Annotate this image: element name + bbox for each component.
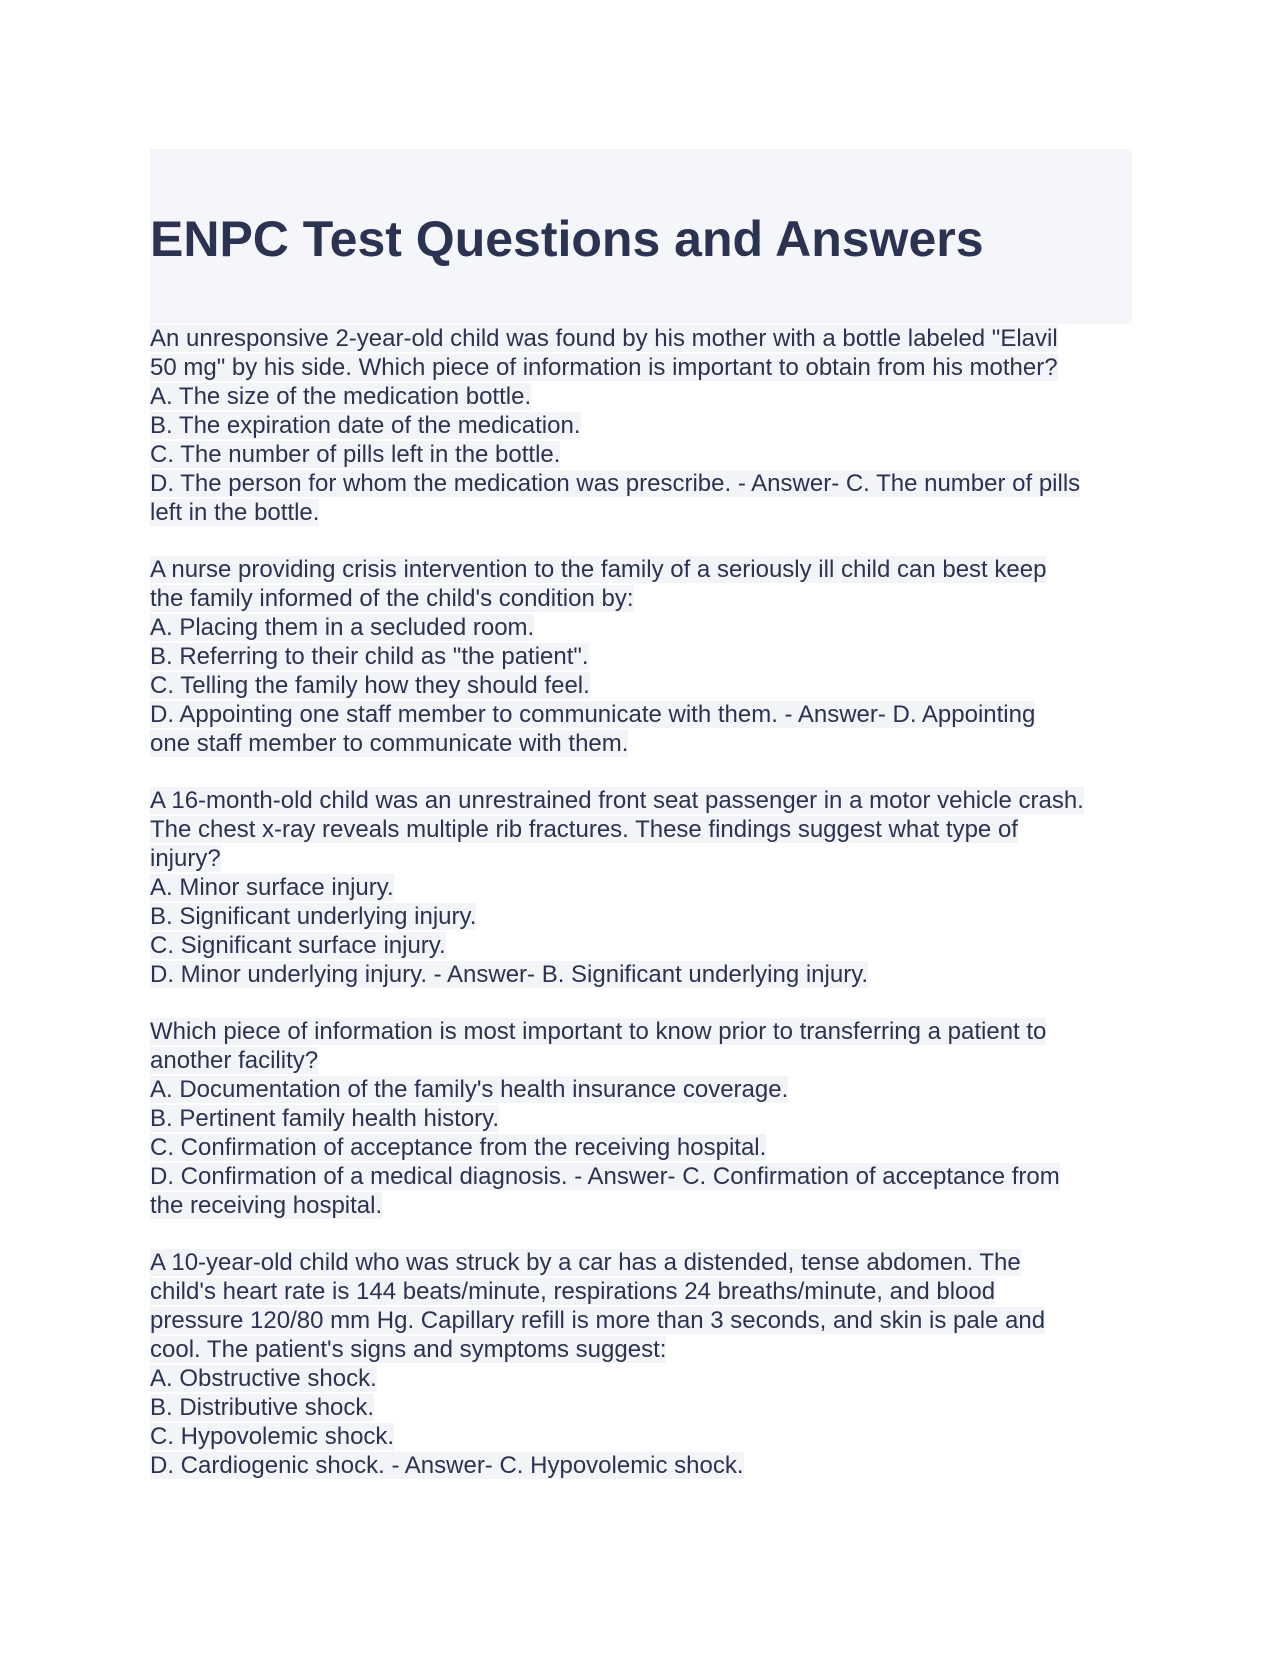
option-b: B. The expiration date of the medication. [150, 412, 581, 439]
question-line: The chest x-ray reveals multiple rib fractures. These findings suggest what type of [150, 816, 1018, 843]
option-b: B. Significant underlying injury. [150, 903, 477, 930]
question-line: 50 mg" by his side. Which piece of information is important to obtain from his mother? [150, 354, 1058, 381]
question-line: cool. The patient's signs and symptoms suggest: [150, 1336, 667, 1363]
option-d-answer: D. Minor underlying injury. - Answer- B. Significant underlying injury. [150, 961, 869, 988]
option-b: B. Distributive shock. [150, 1394, 375, 1421]
option-a: A. Placing them in a secluded room. [150, 614, 535, 641]
option-d-answer: D. Confirmation of a medical diagnosis. - Answer- C. Confirmation of acceptance from [150, 1163, 1060, 1190]
question-block [150, 555, 1132, 758]
option-d-answer: D. The person for whom the medication was prescribe. - Answer- C. The number of pills [150, 470, 1081, 497]
option-d-answer: D. Appointing one staff member to communicate with them. - Answer- D. Appointing [150, 701, 1036, 728]
question-line: injury? [150, 845, 221, 872]
question-list [150, 324, 1132, 1480]
option-a: A. Obstructive shock. [150, 1365, 377, 1392]
answer-continuation: the receiving hospital. [150, 1192, 383, 1219]
option-a: A. Minor surface injury. [150, 874, 394, 901]
document-page [150, 149, 1132, 1508]
question-line: A nurse providing crisis intervention to the family of a seriously ill child can best keep [150, 556, 1047, 583]
option-b: B. Referring to their child as "the patient". [150, 643, 589, 670]
question-line: pressure 120/80 mm Hg. Capillary refill is more than 3 seconds, and skin is pale and [150, 1307, 1046, 1334]
question-line: Which piece of information is most important to know prior to transferring a patient to [150, 1018, 1047, 1045]
question-line: another facility? [150, 1047, 319, 1074]
option-c: C. The number of pills left in the bottle. [150, 441, 561, 468]
option-c: C. Confirmation of acceptance from the receiving hospital. [150, 1134, 767, 1161]
question-block [150, 1248, 1132, 1480]
document-title: ENPC Test Questions and Answers [150, 211, 984, 267]
answer-continuation: left in the bottle. [150, 499, 320, 526]
question-line: child's heart rate is 144 beats/minute, respirations 24 breaths/minute, and blood [150, 1278, 996, 1305]
option-c: C. Telling the family how they should feel. [150, 672, 590, 699]
question-line: A 10-year-old child who was struck by a car has a distended, tense abdomen. The [150, 1249, 1021, 1276]
option-d-answer: D. Cardiogenic shock. - Answer- C. Hypovolemic shock. [150, 1452, 744, 1479]
option-a: A. The size of the medication bottle. [150, 383, 532, 410]
question-line: An unresponsive 2-year-old child was found by his mother with a bottle labeled "Elavil [150, 325, 1058, 352]
title-band [150, 149, 1132, 324]
option-b: B. Pertinent family health history. [150, 1105, 500, 1132]
option-c: C. Significant surface injury. [150, 932, 446, 959]
question-block [150, 1017, 1132, 1220]
question-block [150, 324, 1132, 527]
answer-continuation: one staff member to communicate with them. [150, 730, 629, 757]
question-block [150, 786, 1132, 989]
question-line: the family informed of the child's condition by: [150, 585, 634, 612]
option-a: A. Documentation of the family's health insurance coverage. [150, 1076, 789, 1103]
option-c: C. Hypovolemic shock. [150, 1423, 395, 1450]
question-line: A 16-month-old child was an unrestrained front seat passenger in a motor vehicle crash. [150, 787, 1084, 814]
